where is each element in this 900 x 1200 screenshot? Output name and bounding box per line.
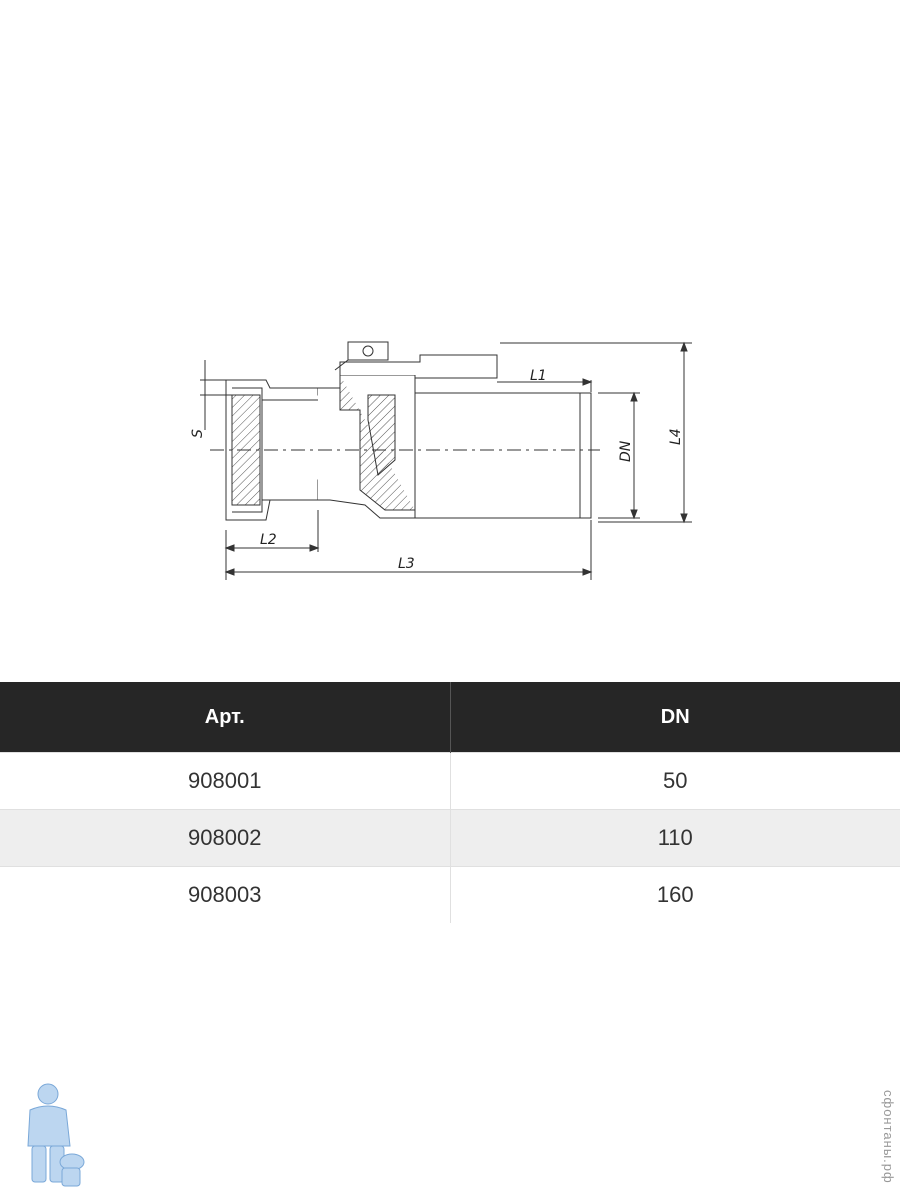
dim-dn: DN [618,440,634,462]
cell-article: 908001 [0,753,450,810]
table-header-row [0,682,900,753]
site-watermark: сфонтаны.рф [881,1090,896,1184]
dim-s: S [190,429,206,438]
dim-l1: L1 [530,368,547,384]
table-row [0,810,900,867]
dim-l4: L4 [668,428,684,445]
article-table [0,682,900,923]
dim-l3: L3 [398,556,415,572]
dim-l2: L2 [260,532,277,548]
header-article: Арт. [0,682,450,753]
cell-article: 908002 [0,810,450,867]
pipe-spigot [415,393,591,518]
table-row [0,753,900,810]
cell-dn: 50 [450,753,900,810]
plumber-logo-icon [22,1080,86,1192]
cell-dn: 160 [450,867,900,924]
backwater-valve-drawing [0,300,900,600]
table-row [0,867,900,924]
cell-dn: 110 [450,810,900,867]
header-dn: DN [450,682,900,753]
cell-article: 908003 [0,867,450,924]
technical-drawing [0,300,900,600]
